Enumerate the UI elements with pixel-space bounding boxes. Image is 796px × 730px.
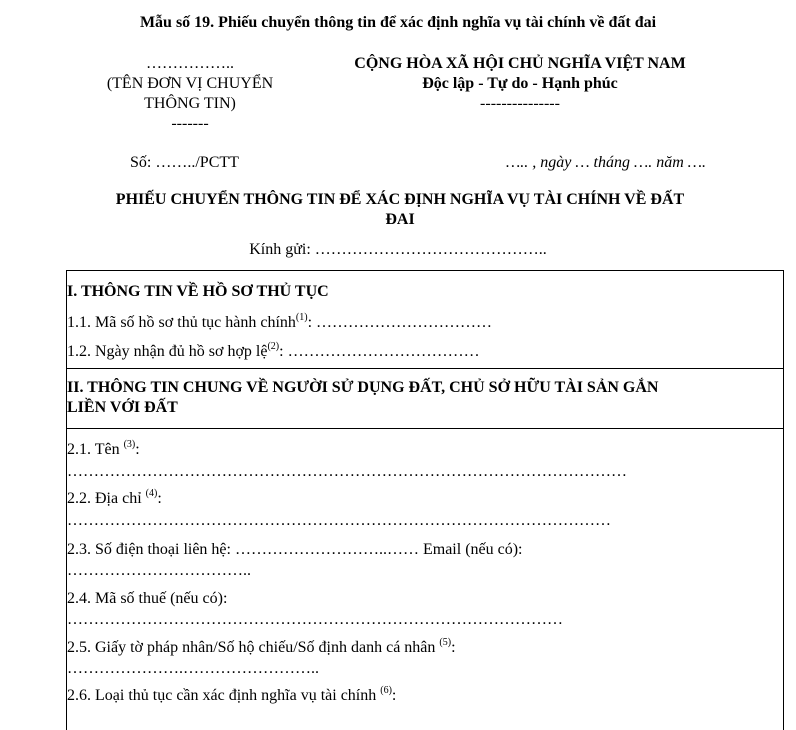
heading-line1: PHIẾU CHUYỂN THÔNG TIN ĐỂ XÁC ĐỊNH NGHĨA VỤ TÀI CHÍNH VỀ ĐẤT xyxy=(115,191,685,208)
document-number: Số: ……../PCTT xyxy=(130,154,239,171)
document-heading xyxy=(60,190,740,230)
item2-label: 1.2. Ngày nhận đủ hồ sơ hợp lệ xyxy=(67,343,268,360)
section2-title-line1: II. THÔNG TIN CHUNG VỀ NGƯỜI SỬ DỤNG ĐẤT, CHỦ SỞ HỮU TÀI SẢN GẮN xyxy=(67,379,659,396)
note-ref: (5) xyxy=(439,636,452,648)
table-divider xyxy=(67,428,783,429)
colon: : xyxy=(451,639,456,656)
note-ref: (2) xyxy=(267,340,280,352)
unit-name-line2: THÔNG TIN) xyxy=(144,95,236,112)
note-ref: (4) xyxy=(145,487,158,499)
section2-item5 xyxy=(67,636,456,657)
item1-fill: : …………………………… xyxy=(307,314,493,331)
item1-fill-line: …………………………………………………………………………………………… xyxy=(67,463,627,480)
note-ref: (1) xyxy=(295,311,308,323)
item5-fill-line: ………………….…………………….. xyxy=(67,660,319,677)
note-ref: (6) xyxy=(380,684,392,696)
section2-title xyxy=(67,378,658,418)
item1-label: 1.1. Mã số hồ sơ thủ tục hành chính xyxy=(67,314,296,331)
heading-line2: ĐAI xyxy=(385,211,415,228)
recipient-line: Kính gửi: …………………………………….. xyxy=(249,241,547,258)
item-label: 2.2. Địa chỉ xyxy=(67,490,146,507)
unit-divider: ------- xyxy=(171,115,209,132)
place-date: ….. , ngày … tháng …. năm …. xyxy=(506,154,707,171)
section2-item2 xyxy=(67,487,162,508)
country-name: CỘNG HÒA XÃ HỘI CHỦ NGHĨA VIỆT NAM xyxy=(354,55,686,72)
item-label: 2.5. Giấy tờ pháp nhân/Số hộ chiếu/Số định danh cá nhân xyxy=(67,639,440,656)
national-header xyxy=(325,54,715,114)
note-ref: (3) xyxy=(123,438,136,450)
item4-fill-line: ………………………………………………………………………………… xyxy=(67,611,563,628)
colon: : xyxy=(157,490,162,507)
motto-divider: --------------- xyxy=(480,95,560,112)
section1-item1 xyxy=(67,311,493,332)
section1-item2 xyxy=(67,340,480,361)
colon: : xyxy=(391,687,397,704)
form-title: Mẫu số 19. Phiếu chuyển thông tin để xác định nghĩa vụ tài chính về đất đai xyxy=(139,14,657,31)
unit-dots: …………….. xyxy=(146,55,234,72)
info-table xyxy=(66,270,784,730)
issuing-unit-header xyxy=(80,54,300,134)
section2-item1 xyxy=(67,438,140,459)
unit-name-line1: (TÊN ĐƠN VỊ CHUYỂN xyxy=(106,75,274,92)
item2-fill-line: ………………………………………………………………………………………… xyxy=(67,512,611,529)
item-label: 2.6. Loại thủ tục cần xác định nghĩa vụ tài chính xyxy=(67,687,381,704)
item-label: 2.1. Tên xyxy=(67,441,124,458)
item2-fill: : ……………………………… xyxy=(279,343,480,360)
section2-item6 xyxy=(67,684,397,705)
section2-title-line2: LIỀN VỚI ĐẤT xyxy=(67,399,178,416)
section2-item4: 2.4. Mã số thuế (nếu có): xyxy=(67,590,228,607)
item3-fill-line: …………………………….. xyxy=(67,562,251,579)
colon: : xyxy=(135,441,140,458)
section2-item3: 2.3. Số điện thoại liên hệ: ………………………..…… Email (nếu có): xyxy=(67,541,523,558)
national-motto: Độc lập - Tự do - Hạnh phúc xyxy=(422,75,618,92)
section1-title: I. THÔNG TIN VỀ HỒ SƠ THỦ TỤC xyxy=(67,283,329,300)
table-divider xyxy=(67,368,783,369)
